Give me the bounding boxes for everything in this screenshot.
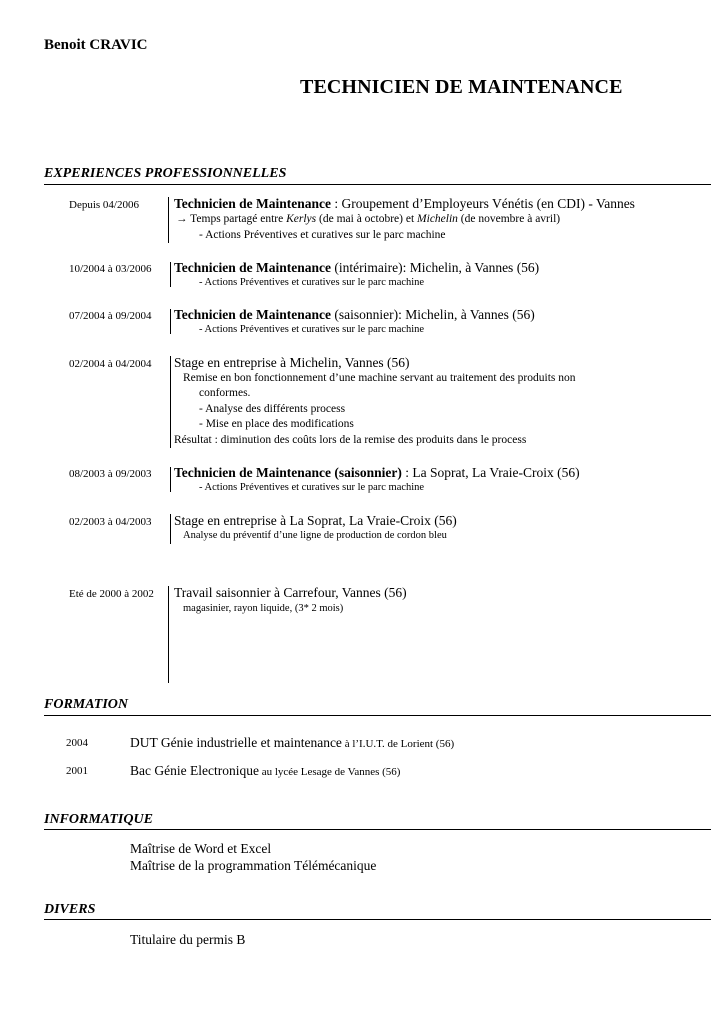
exp-title: Technicien de Maintenance : Groupement d’Employeurs Vénétis (en CDI) - Vannes: [174, 196, 635, 211]
experiences-rule: [44, 184, 711, 185]
exp-detail: Analyse du préventif d’une ligne de production de cordon bleu: [183, 530, 447, 541]
formation-rule: [44, 715, 711, 716]
formation-year: 2001: [66, 765, 88, 777]
formation-entry: DUT Génie industrielle et maintenance à l’I.U.T. de Lorient (56): [130, 735, 455, 750]
informatique-heading: INFORMATIQUE: [44, 812, 153, 827]
exp-date: Eté de 2000 à 2002: [69, 588, 154, 600]
candidate-name: Benoit CRAVIC: [44, 37, 148, 53]
experiences-heading: EXPERIENCES PROFESSIONNELLES: [44, 166, 287, 181]
exp-detail: - Actions Préventives et curatives sur le parc machine: [199, 482, 425, 493]
arrow-icon: →: [176, 213, 188, 225]
exp-title: Stage en entreprise à La Soprat, La Vraie-Croix (56): [174, 513, 457, 528]
divers-line: Titulaire du permis B: [130, 932, 246, 947]
exp-detail: Remise en bon fonctionnement d’une machine servant au traitement des produits non: [183, 372, 576, 384]
exp-detail: conformes.: [199, 387, 251, 399]
exp-detail: → Temps partagé entre Kerlys (de mai à octobre) et Michelin (de novembre à avril): [176, 213, 561, 225]
exp-date: 08/2003 à 09/2003: [69, 468, 152, 480]
exp-date: 10/2004 à 03/2006: [69, 263, 152, 275]
exp-detail: - Actions Préventives et curatives sur le parc machine: [199, 229, 446, 241]
exp-title: Technicien de Maintenance (saisonnier): Michelin, à Vannes (56): [174, 307, 535, 322]
formation-heading: FORMATION: [44, 697, 129, 712]
exp-detail: - Actions Préventives et curatives sur le parc machine: [199, 324, 425, 335]
exp-date: 02/2004 à 04/2004: [69, 358, 152, 370]
exp-title: Stage en entreprise à Michelin, Vannes (56): [174, 355, 410, 370]
exp-date: 07/2004 à 09/2004: [69, 310, 152, 322]
exp-detail: - Actions Préventives et curatives sur le parc machine: [199, 277, 425, 288]
exp-detail: - Mise en place des modifications: [199, 418, 354, 430]
divers-heading: DIVERS: [44, 902, 96, 917]
divers-rule: [44, 919, 711, 920]
formation-entry: Bac Génie Electronique au lycée Lesage de Vannes (56): [130, 763, 401, 778]
exp-separator: [170, 309, 171, 334]
exp-separator: [168, 197, 169, 243]
skill-line: Maîtrise de Word et Excel: [130, 841, 272, 856]
exp-title: Travail saisonnier à Carrefour, Vannes (56): [174, 585, 407, 600]
exp-title: Technicien de Maintenance (intérimaire): Michelin, à Vannes (56): [174, 260, 540, 275]
skill-line: Maîtrise de la programmation Télémécanique: [130, 858, 377, 873]
exp-separator: [170, 356, 171, 448]
job-title: TECHNICIEN DE MAINTENANCE: [300, 76, 623, 98]
exp-detail: - Analyse des différents process: [199, 403, 346, 415]
exp-separator: [170, 262, 171, 287]
exp-result: Résultat : diminution des coûts lors de la remise des produits dans le process: [174, 434, 527, 446]
exp-separator: [170, 514, 171, 544]
exp-separator: [170, 467, 171, 492]
exp-detail: magasinier, rayon liquide, (3* 2 mois): [183, 603, 344, 614]
formation-year: 2004: [66, 737, 88, 749]
informatique-rule: [44, 829, 711, 830]
exp-date: Depuis 04/2006: [69, 199, 139, 211]
exp-title: Technicien de Maintenance (saisonnier) : La Soprat, La Vraie-Croix (56): [174, 465, 580, 480]
exp-separator: [168, 586, 169, 683]
exp-date: 02/2003 à 04/2003: [69, 516, 152, 528]
